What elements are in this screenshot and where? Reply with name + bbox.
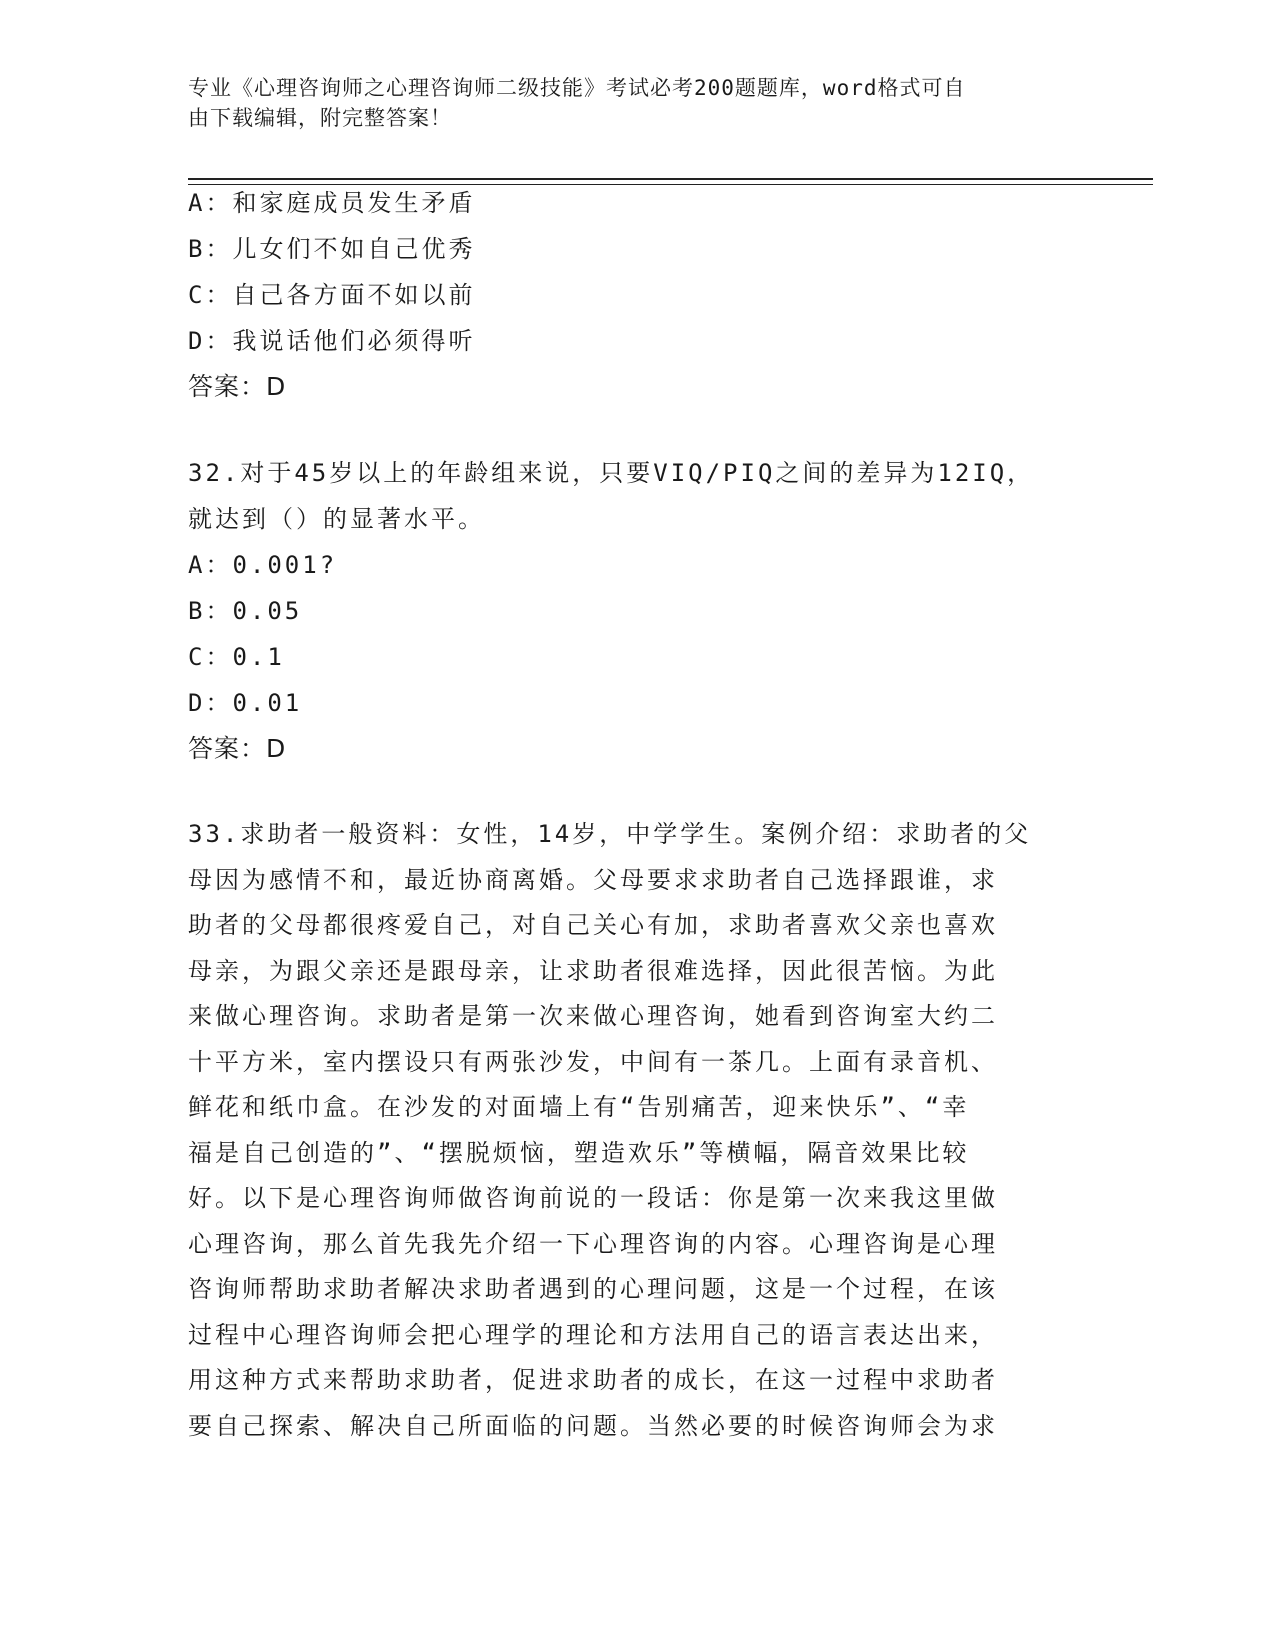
q32-stem-line-1: 32.对于45岁以上的年龄组来说，只要VIQ/PIQ之间的差异为12IQ， [188,459,1035,487]
q33-stem-line: 心理咨询，那么首先我先介绍一下心理咨询的内容。心理咨询是心理 [188,1229,998,1258]
header-line-2: 由下载编辑，附完整答案！ [188,106,452,130]
q33-stem-line: 福是自己创造的”、“摆脱烦恼，塑造欢乐”等横幅，隔音效果比较 [188,1138,970,1167]
q33-stem-line: 母因为感情不和，最近协商离婚。父母要求求助者自己选择跟谁，求 [188,865,998,894]
q31-option-c: C：自己各方面不如以前 [188,281,476,309]
q32-stem-line-2: 就达到（）的显著水平。 [188,505,485,533]
question-33-block [188,812,1078,1449]
q31-option-a: A：和家庭成员发生矛盾 [188,189,476,217]
q32-option-c: C：0.1 [188,643,285,671]
q33-stem-line: 母亲，为跟父亲还是跟母亲，让求助者很难选择，因此很苦恼。为此 [188,956,998,985]
q31-answer: 答案：D [188,372,287,401]
q33-stem-line: 咨询师帮助求助者解决求助者遇到的心理问题，这是一个过程，在该 [188,1275,998,1303]
document-header [188,73,1068,133]
question-32-block [188,450,1078,772]
q33-stem-line: 好。以下是心理咨询师做咨询前说的一段话：你是第一次来我这里做 [188,1184,998,1212]
q31-option-b: B：儿女们不如自己优秀 [188,235,476,263]
q31-option-d: D：我说话他们必须得听 [188,327,476,355]
header-line-1: 专业《心理咨询师之心理咨询师二级技能》考试必考200题题库，word格式可自 [188,76,966,100]
q32-option-b: B：0.05 [188,597,303,625]
q33-stem-line: 来做心理咨询。求助者是第一次来做心理咨询，她看到咨询室大约二 [188,1002,998,1030]
q33-stem-line: 用这种方式来帮助求助者，促进求助者的成长，在这一过程中求助者 [188,1366,998,1394]
q32-option-a: A：0.001? [188,551,338,579]
question-31-block [188,180,1078,410]
q33-stem-line: 过程中心理咨询师会把心理学的理论和方法用自己的语言表达出来， [188,1320,998,1349]
q33-stem-line: 33.求助者一般资料：女性，14岁，中学学生。案例介绍：求助者的父 [188,820,1032,848]
q32-option-d: D：0.01 [188,689,303,717]
q33-stem-line: 十平方米，室内摆设只有两张沙发，中间有一茶几。上面有录音机、 [188,1047,998,1076]
q33-stem-line: 助者的父母都很疼爱自己，对自己关心有加，求助者喜欢父亲也喜欢 [188,911,998,939]
q33-stem-line: 要自己探索、解决自己所面临的问题。当然必要的时候咨询师会为求 [188,1411,998,1440]
q32-answer: 答案：D [188,734,287,763]
q33-stem-line: 鲜花和纸巾盒。在沙发的对面墙上有“告别痛苦，迎来快乐”、“幸 [188,1093,970,1121]
